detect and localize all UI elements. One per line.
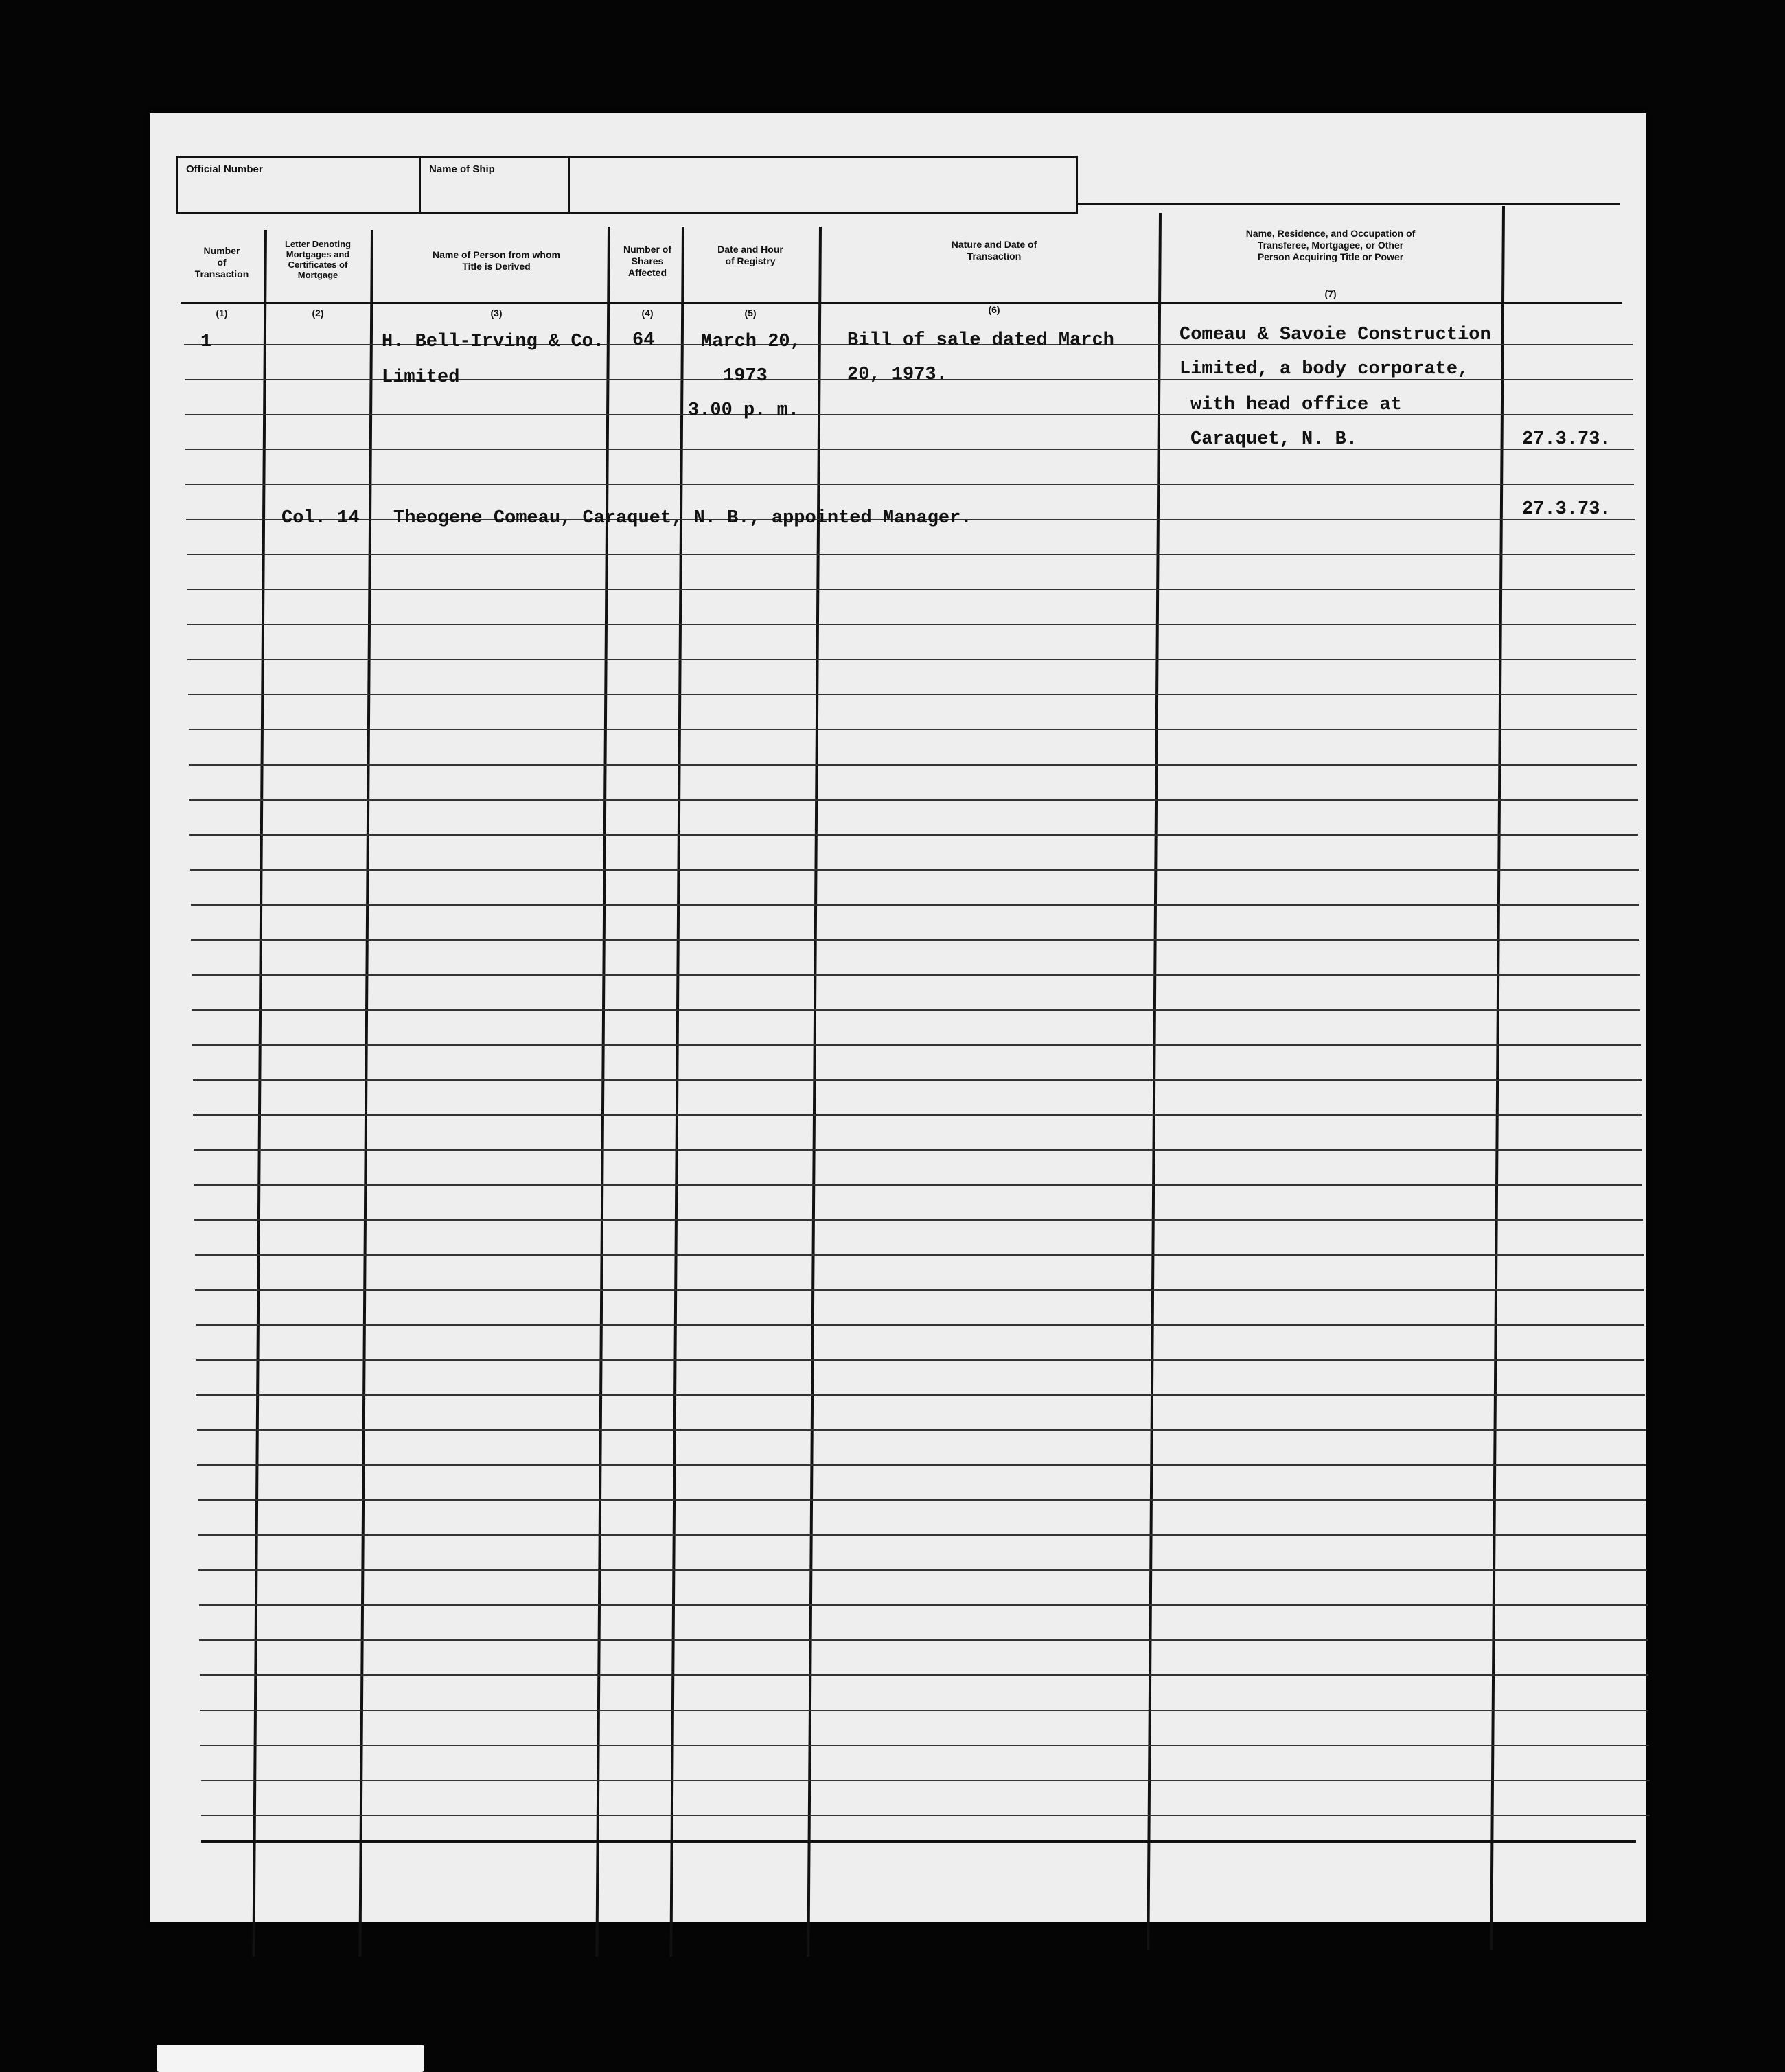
column-reference: Col. 14 <box>281 508 360 529</box>
register-page <box>150 113 1646 1922</box>
col2-header: Letter Denoting Mortgages and Certificates of Mortgage <box>284 239 352 280</box>
ruled-line <box>199 1639 1648 1641</box>
transferee-line2: Limited, a body corporate, <box>1179 359 1469 380</box>
ruled-line <box>187 659 1636 660</box>
ruled-line <box>194 1219 1643 1221</box>
bottom-rule <box>201 1840 1636 1843</box>
col5-number: (5) <box>744 308 757 319</box>
ruled-line <box>197 1429 1646 1431</box>
from-person-line2: Limited <box>382 367 460 388</box>
official-number-label: Official Number <box>186 163 263 175</box>
transferee-line1: Comeau & Savoie Construction <box>1179 325 1491 345</box>
ruled-line <box>191 904 1639 906</box>
ruled-line <box>194 1184 1642 1186</box>
col4-number: (4) <box>641 308 654 319</box>
recorded-date-2: 27.3.73. <box>1522 499 1611 520</box>
ruled-line <box>188 694 1637 695</box>
col7-number: (7) <box>1324 288 1337 299</box>
col-divider-4 <box>669 227 684 1957</box>
ruled-line <box>189 729 1637 730</box>
col6-number: (6) <box>988 304 1000 315</box>
ruled-line <box>192 1009 1640 1011</box>
ruled-line <box>196 1359 1644 1361</box>
ruled-line <box>201 1815 1650 1816</box>
film-edge-tab <box>157 2045 424 2072</box>
ruled-line <box>199 1604 1648 1606</box>
ruled-line <box>200 1745 1649 1746</box>
ruled-line <box>200 1710 1648 1711</box>
col4-header: Number of Shares Affected <box>623 244 671 278</box>
transaction-number: 1 <box>200 332 212 352</box>
ruled-line <box>200 1674 1648 1676</box>
col-divider-5 <box>807 227 822 1957</box>
col-divider-2 <box>358 230 373 1957</box>
ruled-line <box>195 1254 1644 1256</box>
ruled-line <box>196 1324 1644 1326</box>
col6-header: Nature and Date of Transaction <box>951 239 1037 262</box>
ruled-line <box>187 589 1635 590</box>
col1-number: (1) <box>216 308 228 319</box>
registry-date-line2: 1973 <box>723 366 768 387</box>
ruled-line <box>191 939 1639 941</box>
header-top-rule <box>1078 203 1620 205</box>
ruled-line <box>187 624 1636 625</box>
manager-note: Theogene Comeau, Caraquet, N. B., appointed Manager. <box>393 508 972 529</box>
ruled-line <box>185 484 1634 485</box>
ruled-line <box>197 1464 1646 1466</box>
from-person-line1: H. Bell-Irving & Co. <box>382 332 605 352</box>
recorded-date-1: 27.3.73. <box>1522 429 1611 450</box>
col3-number: (3) <box>490 308 503 319</box>
ruled-line <box>192 974 1640 976</box>
col-divider-7 <box>1490 206 1505 1950</box>
ruled-line <box>193 1114 1642 1116</box>
ruled-line <box>194 1149 1642 1151</box>
transferee-line3: with head office at <box>1190 395 1402 415</box>
transferee-line4: Caraquet, N. B. <box>1190 429 1358 450</box>
col-divider-3 <box>595 227 610 1957</box>
name-of-ship-label: Name of Ship <box>429 163 495 175</box>
col-divider-1 <box>252 230 267 1957</box>
ruled-line <box>193 1079 1642 1081</box>
shares-affected: 64 <box>632 330 655 351</box>
ruled-line <box>198 1534 1646 1536</box>
col-divider-6 <box>1147 213 1162 1950</box>
ruled-line <box>189 799 1638 801</box>
nature-line1: Bill of sale dated March <box>847 330 1114 351</box>
col5-header: Date and Hour of Registry <box>717 244 783 266</box>
col2-number: (2) <box>312 308 324 319</box>
ruled-line <box>185 414 1633 415</box>
ruled-line <box>192 1044 1641 1046</box>
registry-hour: 3.00 p. m. <box>688 400 800 421</box>
ruled-line <box>195 1289 1644 1291</box>
ruled-line <box>201 1780 1650 1781</box>
ruled-line <box>185 449 1634 450</box>
col7-header: Name, Residence, and Occupation of Transferee, Mortgagee, or Other Person Acquiring Title or Power <box>1245 228 1416 262</box>
ruled-line <box>198 1499 1646 1501</box>
ruled-line <box>189 834 1638 836</box>
nature-line2: 20, 1973. <box>847 365 947 385</box>
ruled-line <box>198 1569 1647 1571</box>
col1-header: Number of Transaction <box>194 245 249 279</box>
ruled-line <box>190 869 1639 871</box>
name-of-ship-box <box>419 156 1078 214</box>
ruled-line <box>187 554 1635 555</box>
ruled-line <box>189 764 1637 766</box>
registry-date-line1: March 20, <box>701 332 801 352</box>
ruled-line <box>196 1394 1645 1396</box>
col3-header: Name of Person from whom Title is Derived <box>433 249 560 272</box>
